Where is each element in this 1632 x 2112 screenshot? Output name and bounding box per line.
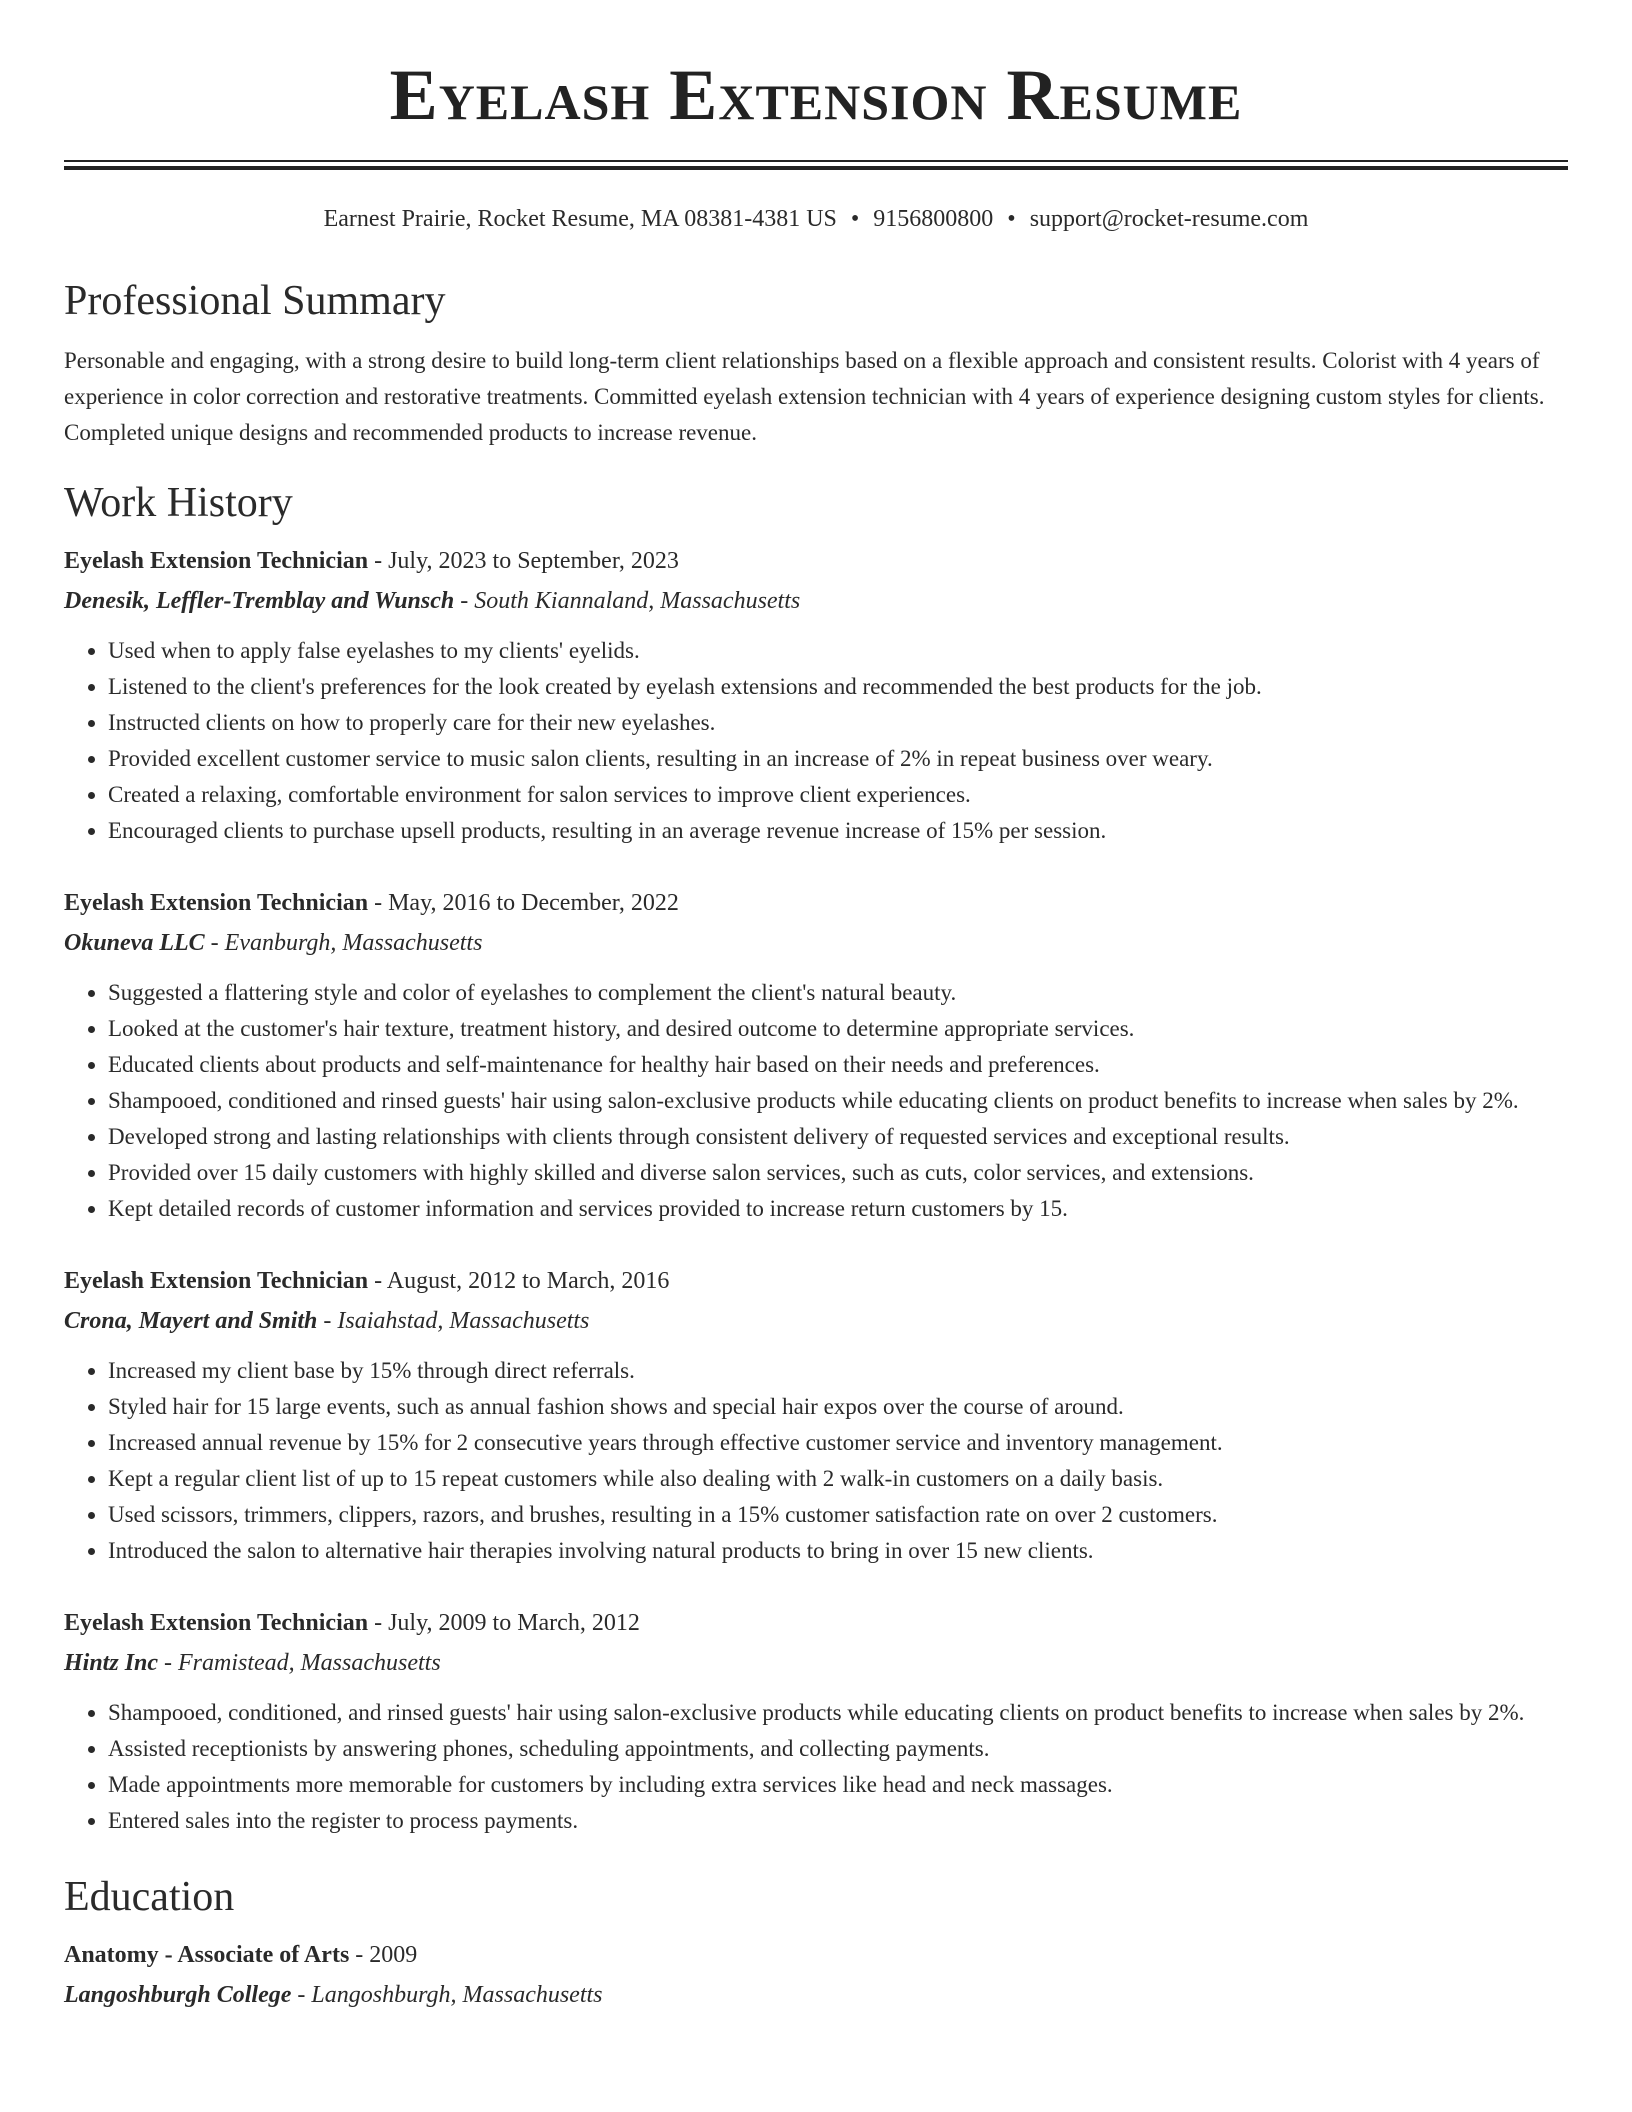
job-dates: - August, 2012 to March, 2016 [368,1268,670,1295]
work-history-heading: Work History [64,480,293,527]
job-bullet: • Provided excellent customer service to music salon clients, resulting in an increase of 2% in repeat business over weary. [108,741,1568,777]
job-title-line [64,541,1568,581]
summary-heading: Professional Summary [64,278,446,325]
job-bullet: • Increased my client base by 15% through direct referrals. [108,1353,1568,1389]
education-degree-line [64,1935,1568,1975]
job-bullet: • Suggested a flattering style and color of eyelashes to complement the client's natural beauty. [108,975,1568,1011]
job-bullet-list [64,1695,1568,1839]
job-bullet: • Used when to apply false eyelashes to my clients' eyelids. [108,633,1568,669]
title-divider [64,160,1568,170]
job-bullet: • Listened to the client's preferences for the look created by eyelash extensions and recommended the best products for the job. [108,669,1568,705]
job-bullet: • Increased annual revenue by 15% for 2 consecutive years through effective customer service and inventory management. [108,1425,1568,1461]
job-location: - Evanburgh, Massachusetts [204,930,483,957]
job-location: - Isaiahstad, Massachusetts [317,1308,590,1335]
job-bullet: • Shampooed, conditioned and rinsed guests' hair using salon-exclusive products while educating clients on product benefits to increase when sales by 2%. [108,1083,1568,1119]
job-bullet: • Made appointments more memorable for customers by including extra services like head and neck massages. [108,1767,1568,1803]
job-company-line [64,923,1568,963]
resume-title: Eyelash Extension Resume [389,55,1243,135]
job-company-line [64,581,1568,621]
job-dates: - July, 2023 to September, 2023 [368,548,679,575]
job-role: Eyelash Extension Technician [64,1610,369,1637]
education-heading: Education [64,1874,235,1921]
contact-separator: • [1007,206,1016,233]
job-company: Denesik, Leffler-Tremblay and Wunsch [64,588,455,615]
job-bullet-list [64,1353,1568,1569]
job-company: Crona, Mayert and Smith [64,1308,318,1335]
job-location: - Framistead, Massachusetts [158,1650,441,1677]
job-role: Eyelash Extension Technician [64,548,369,575]
job-company-line [64,1301,1568,1341]
summary-text: Personable and engaging, with a strong desire to build long-term client relationships based on a flexible approach and consistent results. Colorist with 4 years of experience in color correction and restorative treatments. Committed eyelash extension technician with 4 years of experience designing custom styles for clients. Completed unique designs and recommended products to increase revenue. [64,348,1545,446]
education-school: Langoshburgh College [64,1982,292,2009]
job-entry [64,1261,1568,1569]
job-bullet: • Kept a regular client list of up to 15 repeat customers while also dealing with 2 walk-in customers on a daily basis. [108,1461,1568,1497]
job-role: Eyelash Extension Technician [64,890,369,917]
job-bullet: • Created a relaxing, comfortable environment for salon services to improve client experiences. [108,777,1568,813]
job-bullet: • Encouraged clients to purchase upsell products, resulting in an average revenue increase of 15% per session. [108,813,1568,849]
job-bullet: • Used scissors, trimmers, clippers, razors, and brushes, resulting in a 15% customer satisfaction rate on over 2 customers. [108,1497,1568,1533]
job-bullet-list [64,633,1568,849]
contact-separator: • [850,206,860,233]
contact-line [64,206,1568,233]
job-dates: - May, 2016 to December, 2022 [368,890,679,917]
job-entry [64,541,1568,849]
job-title-line [64,883,1568,923]
job-bullet: • Looked at the customer's hair texture, treatment history, and desired outcome to determine appropriate services. [108,1011,1568,1047]
job-bullet: • Assisted receptionists by answering phones, scheduling appointments, and collecting payments. [108,1731,1568,1767]
job-bullet: • Entered sales into the register to process payments. [108,1803,1568,1839]
job-title-line [64,1261,1568,1301]
education-year: - 2009 [349,1942,418,1969]
job-role: Eyelash Extension Technician [64,1268,369,1295]
contact-phone: 9156800800 [873,206,994,233]
work-history-list [64,541,1568,1839]
education-location: - Langoshburgh, Massachusetts [291,1982,603,2009]
job-company-line [64,1643,1568,1683]
job-entry [64,1603,1568,1839]
job-company: Okuneva LLC [64,930,205,957]
job-dates: - July, 2009 to March, 2012 [368,1610,640,1637]
job-bullet: • Shampooed, conditioned, and rinsed guests' hair using salon-exclusive products while educating clients on product benefits to increase when sales by 2%. [108,1695,1568,1731]
job-location: - South Kiannaland, Massachusetts [454,588,801,615]
education-school-line [64,1975,1568,2015]
job-bullet: • Kept detailed records of customer information and services provided to increase return customers by 15. [108,1191,1568,1227]
job-bullet: • Educated clients about products and self-maintenance for healthy hair based on their needs and preferences. [108,1047,1568,1083]
contact-email: support@rocket-resume.com [1029,206,1309,233]
job-company: Hintz Inc [64,1650,159,1677]
job-entry [64,883,1568,1227]
job-bullet: • Styled hair for 15 large events, such as annual fashion shows and special hair expos over the course of around. [108,1389,1568,1425]
job-bullet: • Instructed clients on how to properly care for their new eyelashes. [108,705,1568,741]
job-bullet: • Developed strong and lasting relationships with clients through consistent delivery of requested services and exceptional results. [108,1119,1568,1155]
contact-address: Earnest Prairie, Rocket Resume, MA 08381-4381 US [323,206,837,233]
education-degree: Anatomy - Associate of Arts [64,1942,350,1969]
job-bullet: • Introduced the salon to alternative hair therapies involving natural products to bring in over 15 new clients. [108,1533,1568,1569]
job-title-line [64,1603,1568,1643]
job-bullet: • Provided over 15 daily customers with highly skilled and diverse salon services, such as cuts, color services, and extensions. [108,1155,1568,1191]
job-bullet-list [64,975,1568,1227]
